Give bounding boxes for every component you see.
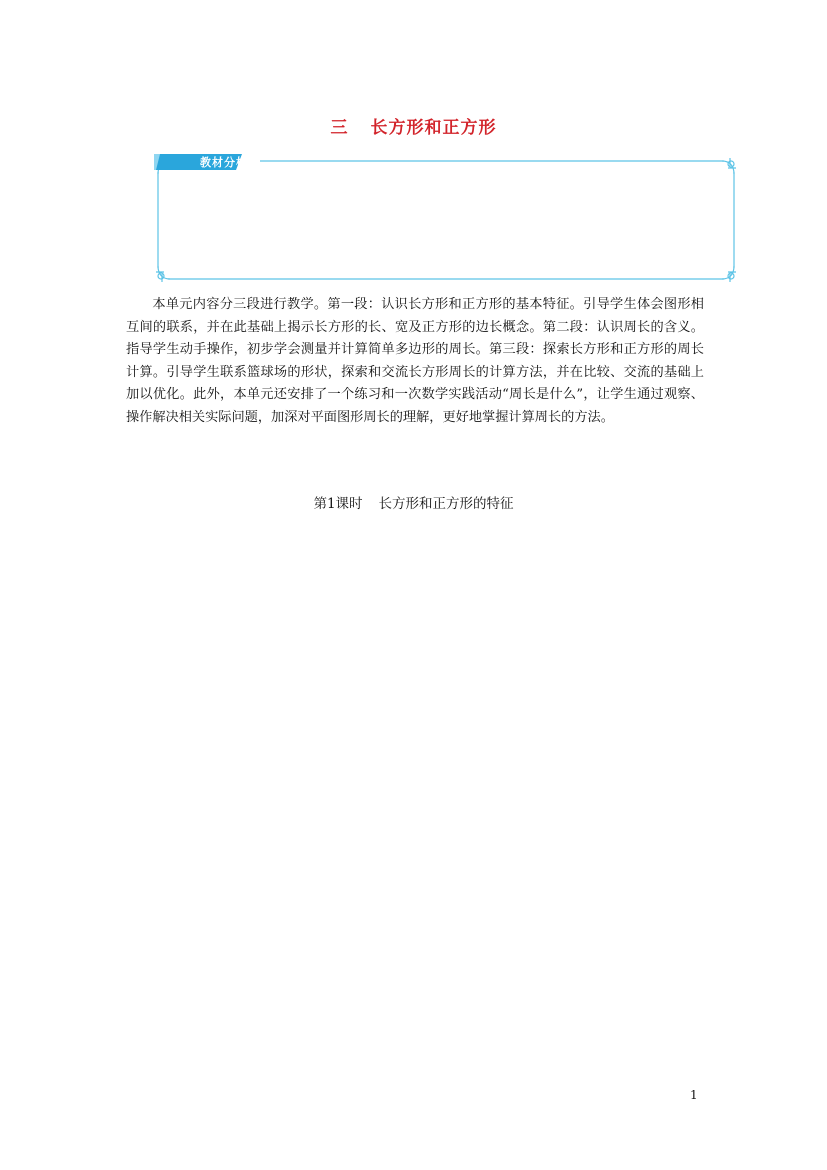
corner-ornament-bottom-right [722, 266, 736, 282]
lesson-number: 1 [326, 496, 336, 512]
corner-ornament-bottom-left [156, 266, 170, 282]
page-number: 1 [690, 1088, 698, 1102]
lesson-suffix: 课时 [335, 496, 363, 512]
analysis-paragraph: 本单元内容分三段进行教学。第一段：认识长方形和正方形的基本特征。引导学生体会图形相互间的联系，并在此基础上揭示长方形的长、宽及正方形的边长概念。第二段：认识周长的含义。指导学生动手操作，初步学会测量并计算简单多边形的周长。第三段：探索长方形和正方形的周长计算。引导学生联系篮球场的形状，探索和交流长方形周长的计算方法，并在比较、交流的基础上加以优化。此外，本单元还安排了一个练习和一次数学实践活动“周长是什么”，让学生通过观察、操作解决相关实际问题，加深对平面图形周长的理解，更好地掌握计算周长的方法。 [126, 297, 704, 425]
analysis-frame [154, 154, 738, 286]
lesson-title [0, 492, 827, 512]
lesson-prefix: 第 [313, 496, 327, 512]
corner-ornament-top-right [722, 158, 736, 174]
section-tab-label: 教材分析 [200, 156, 248, 169]
unit-title [0, 113, 827, 138]
unit-number: 三 [330, 118, 349, 138]
unit-name: 长方形和正方形 [370, 118, 497, 138]
lesson-name: 长方形和正方形的特征 [378, 496, 514, 512]
frame-border [154, 154, 738, 286]
